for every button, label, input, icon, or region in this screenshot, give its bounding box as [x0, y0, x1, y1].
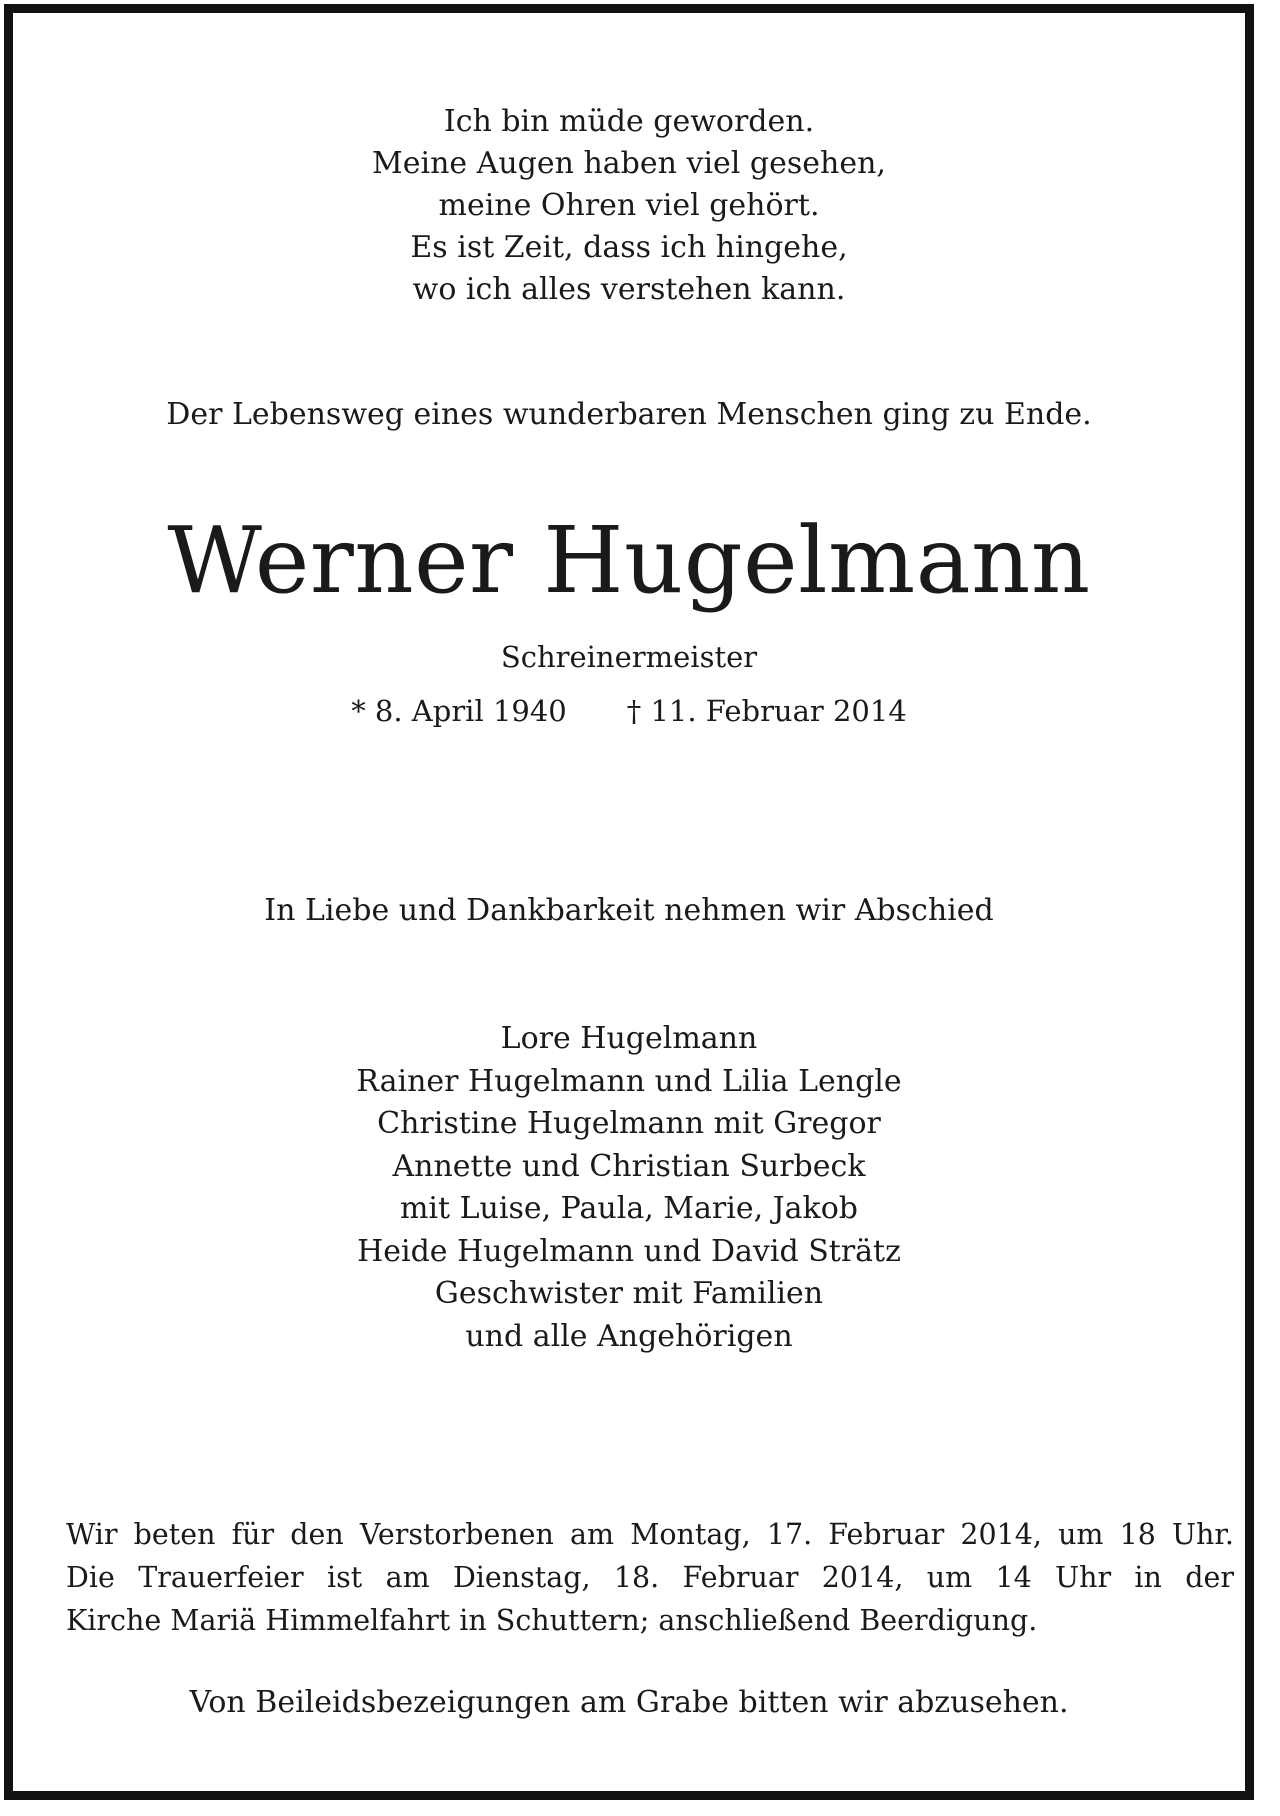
deceased-profession: Schreinermeister — [500, 640, 758, 674]
farewell-text: In Liebe und Dankbarkeit nehmen wir Abschied — [264, 893, 994, 928]
service-word: den — [290, 1518, 344, 1551]
service-word: Uhr — [1055, 1561, 1112, 1594]
service-word: Februar — [828, 1518, 945, 1551]
family-member: Christine Hugelmann mit Gregor — [377, 1106, 881, 1141]
family-member: Geschwister mit Familien — [434, 1276, 824, 1311]
service-word: um — [1058, 1518, 1104, 1551]
service-word: Montag, — [630, 1518, 751, 1551]
service-word: 18 — [1119, 1518, 1156, 1551]
service-word: 2014, — [960, 1518, 1042, 1551]
family-member: mit Luise, Paula, Marie, Jakob — [399, 1191, 858, 1226]
family-member: Lore Hugelmann — [500, 1021, 758, 1056]
service-line-1 — [66, 1513, 1234, 1556]
service-word: 14 — [995, 1561, 1032, 1594]
service-word: der — [1185, 1561, 1234, 1594]
service-word: in — [1134, 1561, 1162, 1594]
service-word: Uhr. — [1172, 1518, 1234, 1551]
poem-line: Meine Augen haben viel gesehen, — [372, 146, 886, 181]
service-word: Dienstag, — [452, 1561, 591, 1594]
service-word: 17. — [766, 1518, 813, 1551]
deceased-name: Werner Hugelmann — [167, 507, 1091, 614]
family-member: und alle Angehörigen — [465, 1318, 793, 1354]
poem-line: wo ich alles verstehen kann. — [412, 272, 846, 307]
service-word: Die — [66, 1561, 115, 1594]
service-word: ist — [327, 1561, 363, 1594]
intro-text: Der Lebensweg eines wunderbaren Menschen ging zu Ende. — [166, 397, 1092, 432]
service-word: beten — [133, 1518, 216, 1551]
service-word: Trauerfeier — [138, 1561, 304, 1594]
service-word: für — [231, 1518, 275, 1551]
poem-line: Ich bin müde geworden. — [443, 104, 815, 139]
service-word: Wir — [66, 1518, 118, 1551]
family-member: Heide Hugelmann und David Strätz — [357, 1233, 901, 1269]
family-member: Annette und Christian Surbeck — [392, 1148, 866, 1184]
birth-date: * 8. April 1940 — [351, 694, 567, 728]
life-dates — [13, 691, 1245, 731]
poem-line: meine Ohren viel gehört. — [438, 188, 820, 223]
closing-text: Von Beileidsbezeigungen am Grabe bitten wir abzusehen. — [189, 1685, 1069, 1720]
poem-line: Es ist Zeit, dass ich hingehe, — [410, 230, 848, 265]
service-word: 2014, — [821, 1561, 904, 1594]
service-word: am — [570, 1518, 615, 1551]
service-word: Verstorbenen — [359, 1518, 554, 1551]
service-word: 18. — [613, 1561, 660, 1594]
service-word: am — [385, 1561, 430, 1594]
service-line-3: Kirche Mariä Himmelfahrt in Schuttern; anschließend Beerdigung. — [66, 1604, 1038, 1637]
service-info — [66, 1513, 1234, 1642]
family-member: Rainer Hugelmann und Lilia Lengle — [356, 1063, 902, 1099]
service-word: Februar — [682, 1561, 799, 1594]
family-list — [13, 1018, 1245, 1358]
poem — [13, 101, 1245, 311]
service-word: um — [926, 1561, 973, 1594]
death-date: † 11. Februar 2014 — [626, 694, 907, 728]
service-line-2 — [66, 1556, 1234, 1599]
obituary-frame — [4, 4, 1254, 1800]
